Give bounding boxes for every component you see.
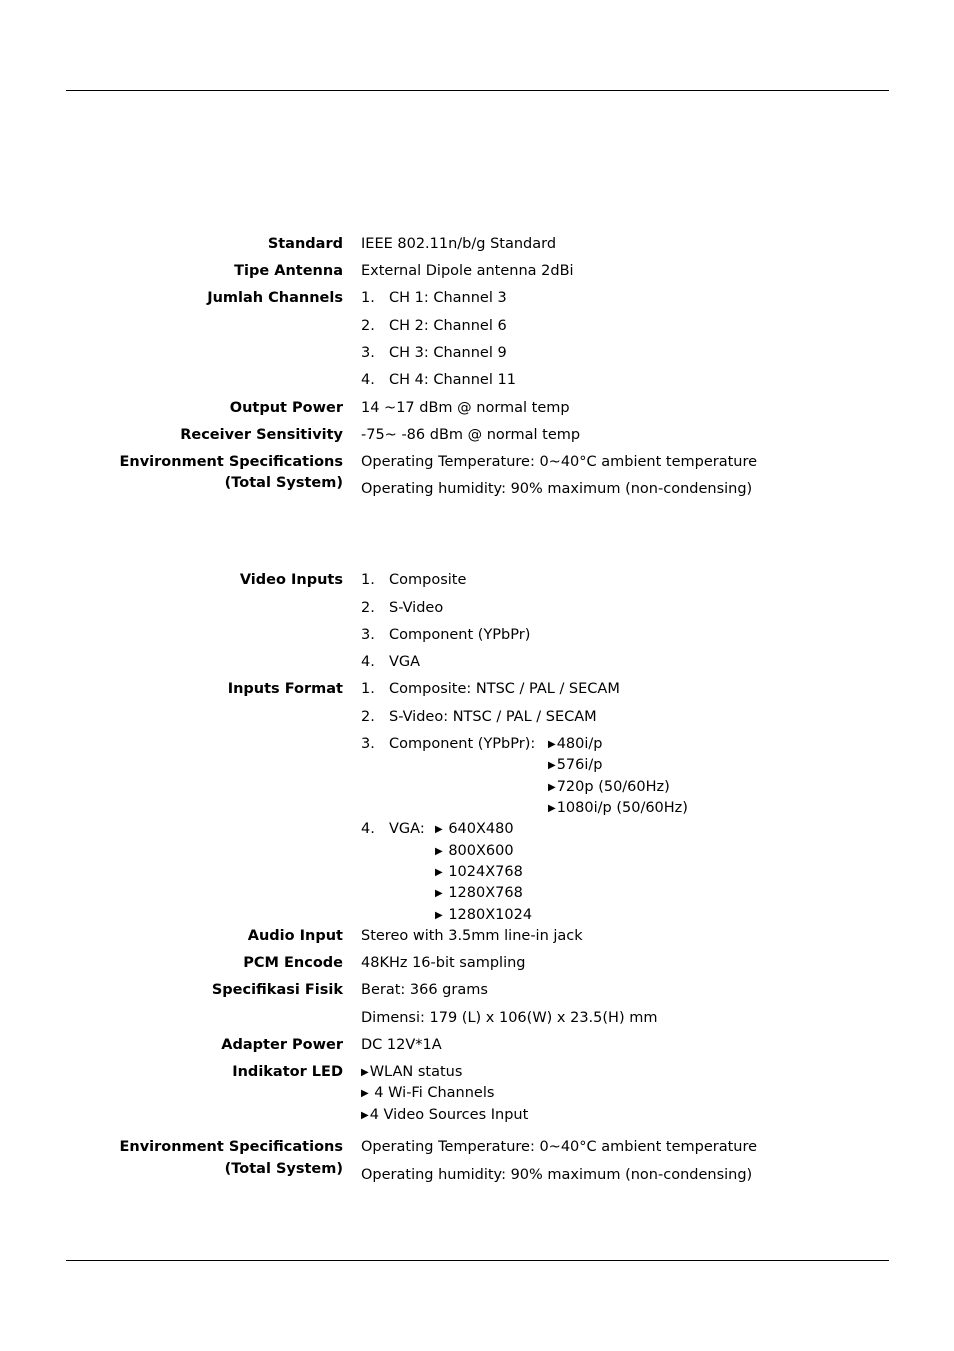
humidity-value: Operating humidity: 90% maximum (non-condensing) [361, 1167, 753, 1183]
list-number: 3. [361, 736, 375, 752]
audio-input-value: Stereo with 3.5mm line-in jack [361, 928, 583, 944]
led-item: ▶WLAN status [361, 1064, 463, 1080]
physical-label: Specifikasi Fisik [211, 982, 343, 998]
temperature-value: Operating Temperature: 0~40°C ambient temperature [361, 1139, 758, 1155]
audio-input-label: Audio Input [247, 928, 343, 944]
list-number: 1. [361, 290, 375, 306]
right-triangle-icon: ▶ [361, 1067, 369, 1078]
right-triangle-icon: ▶ [548, 782, 556, 793]
receiver-sensitivity-value: -75~ -86 dBm @ normal temp [361, 427, 581, 443]
list-number: 3. [361, 627, 375, 643]
vga-mode: ▶ 1024X768 [435, 864, 523, 880]
right-triangle-icon: ▶ [361, 1088, 369, 1099]
channel-item: CH 1: Channel 3 [389, 290, 507, 306]
output-power-value: 14 ~17 dBm @ normal temp [361, 400, 570, 416]
list-number: 2. [361, 600, 375, 616]
humidity-value: Operating humidity: 90% maximum (non-condensing) [361, 481, 753, 497]
adapter-power-label: Adapter Power [221, 1037, 343, 1053]
output-power-label: Output Power [229, 400, 343, 416]
header-rule [66, 90, 889, 91]
right-triangle-icon: ▶ [435, 910, 443, 921]
standard-label: Standard [267, 236, 343, 252]
vga-mode: ▶ 1280X768 [435, 885, 523, 901]
format-component: Component (YPbPr): [389, 736, 536, 752]
component-mode: ▶720p (50/60Hz) [548, 779, 670, 795]
video-input-item: Component (YPbPr) [389, 627, 531, 643]
list-number: 1. [361, 572, 375, 588]
temperature-value: Operating Temperature: 0~40°C ambient temperature [361, 454, 758, 470]
pcm-encode-value: 48KHz 16-bit sampling [361, 955, 526, 971]
right-triangle-icon: ▶ [435, 888, 443, 899]
component-mode: ▶480i/p [548, 736, 603, 752]
list-number: 2. [361, 709, 375, 725]
receiver-sensitivity-label: Receiver Sensitivity [180, 427, 343, 443]
dimensions-value: Dimensi: 179 (L) x 106(W) x 23.5(H) mm [361, 1010, 658, 1026]
right-triangle-icon: ▶ [548, 803, 556, 814]
environment-label-sub: (Total System) [224, 475, 343, 491]
right-triangle-icon: ▶ [435, 846, 443, 857]
right-triangle-icon: ▶ [361, 1110, 369, 1121]
vga-mode: ▶ 1280X1024 [435, 907, 533, 923]
antenna-label: Tipe Antenna [234, 263, 343, 279]
vga-mode: ▶ 800X600 [435, 843, 514, 859]
list-number: 4. [361, 654, 375, 670]
list-number: 2. [361, 318, 375, 334]
list-number: 3. [361, 345, 375, 361]
vga-mode: ▶ 640X480 [435, 821, 514, 837]
led-item: ▶ 4 Wi-Fi Channels [361, 1085, 495, 1101]
pcm-encode-label: PCM Encode [243, 955, 343, 971]
list-number: 4. [361, 372, 375, 388]
format-composite: Composite: NTSC / PAL / SECAM [389, 681, 620, 697]
environment-label: Environment Specifications [119, 1139, 343, 1155]
right-triangle-icon: ▶ [435, 867, 443, 878]
video-input-item: S-Video [389, 600, 444, 616]
right-triangle-icon: ▶ [548, 760, 556, 771]
standard-value: IEEE 802.11n/b/g Standard [361, 236, 557, 252]
channel-item: CH 2: Channel 6 [389, 318, 507, 334]
video-inputs-label: Video Inputs [239, 572, 343, 588]
component-mode: ▶576i/p [548, 757, 603, 773]
component-mode: ▶1080i/p (50/60Hz) [548, 800, 688, 816]
right-triangle-icon: ▶ [548, 739, 556, 750]
video-input-item: VGA [389, 654, 421, 670]
format-svideo: S-Video: NTSC / PAL / SECAM [389, 709, 597, 725]
environment-label: Environment Specifications [119, 454, 343, 470]
format-vga: VGA: [389, 821, 425, 837]
led-item: ▶4 Video Sources Input [361, 1107, 529, 1123]
channel-item: CH 4: Channel 11 [389, 372, 516, 388]
list-number: 1. [361, 681, 375, 697]
list-number: 4. [361, 821, 375, 837]
channel-item: CH 3: Channel 9 [389, 345, 507, 361]
footer-rule [66, 1260, 889, 1261]
video-input-item: Composite [389, 572, 467, 588]
led-label: Indikator LED [232, 1064, 343, 1080]
right-triangle-icon: ▶ [435, 824, 443, 835]
weight-value: Berat: 366 grams [361, 982, 488, 998]
antenna-value: External Dipole antenna 2dBi [361, 263, 574, 279]
adapter-power-value: DC 12V*1A [361, 1037, 442, 1053]
channels-label: Jumlah Channels [207, 290, 343, 306]
inputs-format-label: Inputs Format [227, 681, 343, 697]
environment-label-sub: (Total System) [224, 1161, 343, 1177]
